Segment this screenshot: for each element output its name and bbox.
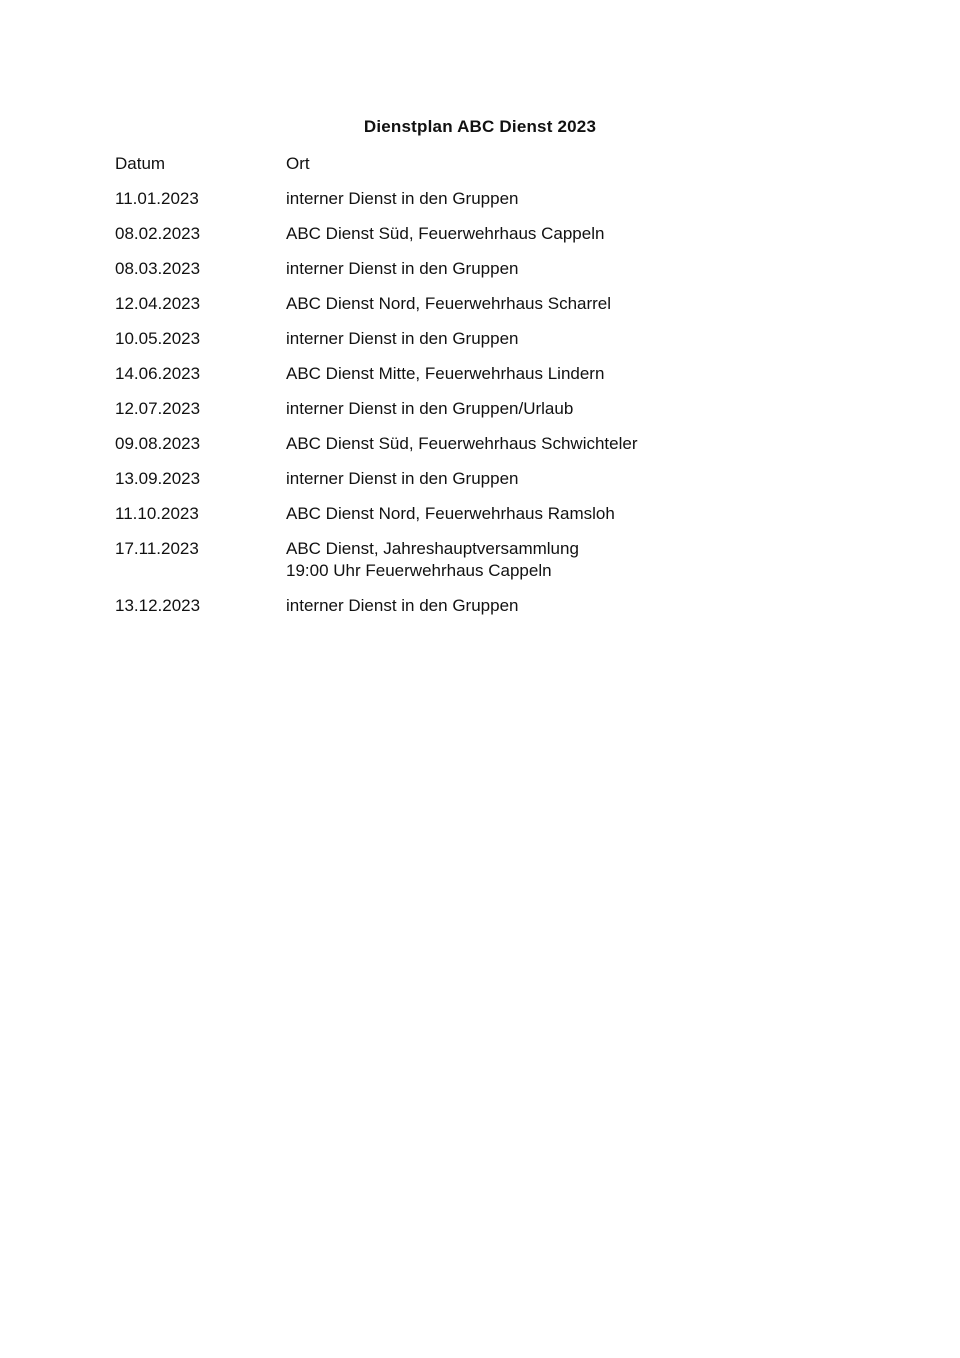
table-row	[115, 293, 815, 328]
row-place-line: ABC Dienst Mitte, Feuerwehrhaus Lindern	[286, 364, 605, 383]
row-place	[286, 363, 815, 398]
table-row	[115, 468, 815, 503]
row-date: 17.11.2023	[115, 539, 199, 558]
row-place	[286, 328, 815, 363]
table-row	[115, 328, 815, 363]
row-place-line: interner Dienst in den Gruppen	[286, 189, 519, 208]
row-place	[286, 503, 815, 538]
row-place-line: 19:00 Uhr Feuerwehrhaus Cappeln	[286, 561, 552, 580]
row-place	[286, 293, 815, 328]
row-date: 12.04.2023	[115, 294, 201, 313]
page-title: Dienstplan ABC Dienst 2023	[363, 117, 597, 136]
row-place	[286, 258, 815, 293]
row-date: 11.01.2023	[115, 189, 199, 208]
row-place-line: ABC Dienst Süd, Feuerwehrhaus Cappeln	[286, 224, 605, 243]
row-place-line: interner Dienst in den Gruppen/Urlaub	[286, 399, 574, 418]
row-place-line: ABC Dienst, Jahreshauptversammlung	[286, 539, 579, 558]
table-row	[115, 223, 815, 258]
row-place	[286, 595, 815, 630]
table-row	[115, 188, 815, 223]
table-row	[115, 363, 815, 398]
row-date: 09.08.2023	[115, 434, 201, 453]
row-date: 13.09.2023	[115, 469, 201, 488]
row-place	[286, 433, 815, 468]
row-place-line: ABC Dienst Nord, Feuerwehrhaus Ramsloh	[286, 504, 615, 523]
row-place	[286, 398, 815, 433]
row-date: 13.12.2023	[115, 596, 201, 615]
table-row	[115, 398, 815, 433]
table-row	[115, 433, 815, 468]
row-place	[286, 223, 815, 258]
row-place-line: interner Dienst in den Gruppen	[286, 259, 519, 278]
row-place	[286, 188, 815, 223]
row-place-line: interner Dienst in den Gruppen	[286, 596, 519, 615]
row-place	[286, 538, 815, 595]
row-place	[286, 468, 815, 503]
table-row	[115, 538, 815, 595]
row-date: 11.10.2023	[115, 504, 199, 523]
table-row	[115, 595, 815, 630]
column-header-date: Datum	[115, 154, 166, 173]
column-header-place: Ort	[286, 154, 310, 173]
row-date: 14.06.2023	[115, 364, 201, 383]
row-place-line: ABC Dienst Nord, Feuerwehrhaus Scharrel	[286, 294, 612, 313]
row-date: 12.07.2023	[115, 399, 201, 418]
row-date: 10.05.2023	[115, 329, 201, 348]
row-date: 08.02.2023	[115, 224, 201, 243]
schedule-table	[115, 153, 815, 630]
row-date: 08.03.2023	[115, 259, 201, 278]
table-header-row	[115, 153, 815, 188]
row-place-line: interner Dienst in den Gruppen	[286, 469, 519, 488]
row-place-line: ABC Dienst Süd, Feuerwehrhaus Schwichteler	[286, 434, 638, 453]
table-row	[115, 258, 815, 293]
row-place-line: interner Dienst in den Gruppen	[286, 329, 519, 348]
table-row	[115, 503, 815, 538]
